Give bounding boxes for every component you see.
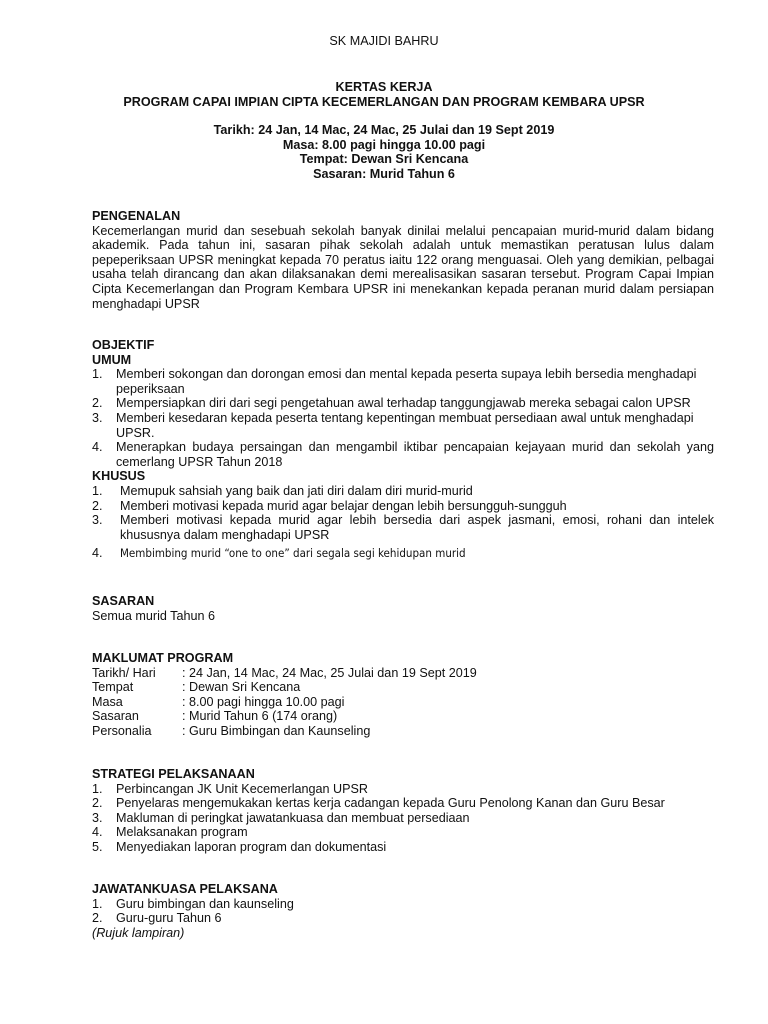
umum-item — [92, 367, 714, 396]
maklumat-value: : Murid Tahun 6 (174 orang) — [182, 709, 338, 724]
umum-item-text: Memberi sokongan dan dorongan emosi dan mental kepada peserta supaya lebih bersedia menghadapi peperiksaan — [116, 367, 697, 396]
strategi-item-number: 4. — [92, 825, 103, 840]
jawatankuasa-item — [92, 911, 714, 926]
umum-item-number: 1. — [92, 367, 103, 382]
summary-tarikh: Tarikh: 24 Jan, 14 Mac, 24 Mac, 25 Julai dan 19 Sept 2019 — [213, 123, 555, 137]
objektif-heading: OBJEKTIF — [92, 338, 155, 352]
title-block — [0, 80, 768, 109]
maklumat-row — [92, 666, 714, 681]
strategi-item-number: 1. — [92, 781, 103, 796]
program-title: PROGRAM CAPAI IMPIAN CIPTA KECEMERLANGAN DAN PROGRAM KEMBARA UPSR — [123, 94, 645, 109]
summary-sasaran: Sasaran: Murid Tahun 6 — [313, 166, 455, 181]
sasaran-section — [92, 594, 714, 623]
maklumat-label: Masa — [92, 694, 123, 709]
umum-item — [92, 411, 714, 440]
strategi-item-number: 5. — [92, 839, 103, 854]
maklumat-row — [92, 709, 714, 724]
strategi-heading: STRATEGI PELAKSANAAN — [92, 767, 255, 781]
strategi-item-text: Makluman di peringkat jawatankuasa dan membuat persediaan — [116, 810, 470, 825]
objektif-section — [92, 338, 714, 561]
jawatankuasa-item-number: 1. — [92, 896, 103, 911]
maklumat-value: : Dewan Sri Kencana — [182, 680, 301, 695]
strategi-item-number: 3. — [92, 810, 103, 825]
strategi-item — [92, 796, 714, 811]
jawatankuasa-item — [92, 897, 714, 912]
khusus-item-text: Memberi motivasi kepada murid agar belajar dengan lebih bersungguh-sungguh — [120, 498, 567, 513]
maklumat-label: Tarikh/ Hari — [92, 665, 156, 680]
khusus-heading: KHUSUS — [92, 469, 146, 484]
maklumat-heading: MAKLUMAT PROGRAM — [92, 651, 234, 665]
strategi-item — [92, 825, 714, 840]
maklumat-value: : 24 Jan, 14 Mac, 24 Mac, 25 Julai dan 19 Sept 2019 — [182, 665, 477, 680]
maklumat-label: Personalia — [92, 723, 152, 738]
summary-masa: Masa: 8.00 pagi hingga 10.00 pagi — [282, 137, 486, 152]
strategi-item-text: Perbincangan JK Unit Kecemerlangan UPSR — [116, 781, 369, 796]
khusus-item-number: 1. — [92, 483, 103, 498]
khusus-item-text: Memberi motivasi kepada murid agar lebih bersedia dari aspek jasmani, emosi, rohani dan intelek khususnya dalam menghadapi UPSR — [120, 513, 714, 542]
maklumat-label: Tempat — [92, 680, 134, 695]
umum-item — [92, 396, 714, 411]
jawatankuasa-item-text: Guru-guru Tahun 6 — [116, 911, 222, 926]
strategi-item — [92, 840, 714, 855]
school-name: SK MAJIDI BAHRU — [329, 34, 439, 48]
khusus-item — [92, 499, 714, 514]
jawatankuasa-heading: JAWATANKUASA PELAKSANA — [92, 882, 278, 896]
umum-item-number: 4. — [92, 440, 103, 455]
maklumat-row — [92, 680, 714, 695]
strategi-item-text: Melaksanakan program — [116, 825, 248, 840]
maklumat-row — [92, 724, 714, 739]
jawatankuasa-section — [92, 882, 714, 940]
pengenalan-heading: PENGENALAN — [92, 209, 181, 223]
jawatankuasa-item-number: 2. — [92, 911, 103, 926]
strategi-item-text: Penyelaras mengemukakan kertas kerja cadangan kepada Guru Penolong Kanan dan Guru Besar — [116, 796, 665, 811]
umum-heading: UMUM — [92, 352, 132, 367]
khusus-item-number: 3. — [92, 513, 103, 528]
strategi-item — [92, 782, 714, 797]
khusus-item — [92, 546, 714, 561]
khusus-item-text: Membimbing murid “one to one” dari segala segi kehidupan murid — [120, 546, 466, 561]
rujuk-lampiran-note: (Rujuk lampiran) — [92, 925, 185, 940]
umum-item-text: Mempersiapkan diri dari segi pengetahuan awal terhadap tanggungjawab mereka sebagai calon UPSR — [116, 396, 691, 411]
umum-item-number: 3. — [92, 410, 103, 425]
strategi-item — [92, 811, 714, 826]
jawatankuasa-item-text: Guru bimbingan dan kaunseling — [116, 896, 294, 911]
khusus-item — [92, 513, 714, 542]
umum-item — [92, 440, 714, 469]
document-type-title: KERTAS KERJA — [335, 80, 433, 94]
sasaran-heading: SASARAN — [92, 594, 155, 608]
sasaran-text: Semua murid Tahun 6 — [92, 608, 215, 623]
maklumat-label: Sasaran — [92, 709, 139, 724]
maklumat-value: : 8.00 pagi hingga 10.00 pagi — [182, 694, 345, 709]
maklumat-row — [92, 695, 714, 710]
khusus-item-number: 2. — [92, 498, 103, 513]
summary-block — [0, 123, 768, 181]
pengenalan-section — [92, 209, 714, 311]
strategi-item-number: 2. — [92, 796, 103, 811]
umum-item-text: Memberi kesedaran kepada peserta tentang kepentingan membuat persediaan awal untuk menghadapi UPSR. — [116, 410, 694, 440]
maklumat-section — [92, 651, 714, 739]
strategi-section — [92, 767, 714, 855]
umum-item-text: Menerapkan budaya persaingan dan mengambil iktibar pencapaian kejayaan murid dan sekolah yang cemerlang UPSR Tahun 2018 — [116, 440, 714, 469]
maklumat-value: : Guru Bimbingan dan Kaunseling — [182, 723, 371, 738]
khusus-item — [92, 484, 714, 499]
khusus-item-text: Memupuk sahsiah yang baik dan jati diri dalam diri murid-murid — [120, 483, 473, 498]
summary-tempat: Tempat: Dewan Sri Kencana — [299, 152, 469, 167]
umum-item-number: 2. — [92, 396, 103, 411]
khusus-item-number: 4. — [92, 546, 103, 561]
pengenalan-paragraph: Kecemerlangan murid dan sesebuah sekolah banyak dinilai melalui pencapaian murid-murid dalam bidang akademik. Pada tahun ini, sasaran pihak sekolah adalah untuk memastikan peratusan lulus dalam pepeperiksaan UPSR meningkat kepada 70 peratus iaitu 122 orang menguasai. Oleh yang demikian, pelbagai usaha telah dirancang dan akan dilaksanakan demi merealisasikan sasaran tersebut. Program Capai Impian Cipta Kecemerlangan dan Program Kembara UPSR ini menekankan kepada peranan murid dalam persiapan menghadapi UPSR — [92, 223, 714, 311]
strategi-item-text: Menyediakan laporan program dan dokumentasi — [116, 839, 387, 854]
